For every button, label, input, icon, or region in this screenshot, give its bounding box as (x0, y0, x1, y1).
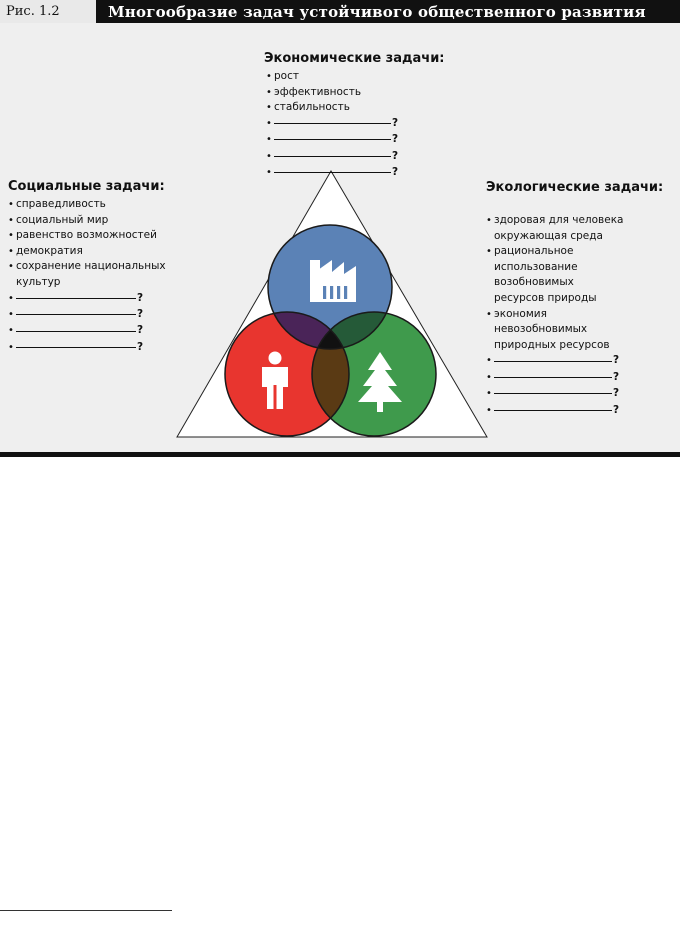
social-item: • социальный мир (8, 213, 188, 229)
economic-tasks-title: Экономические задачи: (264, 51, 445, 66)
blank-entry: • ? (8, 291, 188, 307)
blank-entry: • ? (486, 386, 646, 402)
figure-title: Многообразие задач устойчивого общественного развития (108, 2, 646, 21)
blank-entry: • ? (266, 149, 445, 165)
ecological-tasks-title: Экологические задачи: (486, 180, 664, 195)
blank-entry: • ? (486, 403, 646, 419)
social-item: • сохранение национальных культур (8, 259, 184, 290)
figure-header (0, 0, 680, 23)
panel-bottom-border (0, 452, 680, 457)
figure-number: Рис. 1.2 (0, 0, 96, 23)
blank-entry: • ? (8, 340, 188, 356)
economic-item: • рост (266, 69, 445, 85)
figure-panel (0, 23, 680, 453)
ecological-item: • рациональное использование возобновимых ресурсов природы (486, 244, 622, 306)
blank-entry: • ? (266, 116, 445, 132)
economic-item: • стабильность (266, 100, 445, 116)
blank-entry: • ? (8, 323, 188, 339)
economic-tasks (266, 51, 445, 181)
ecological-item: • здоровая для человека окружающая среда (486, 213, 646, 244)
social-item: • демократия (8, 244, 188, 260)
blank-entry: • ? (8, 307, 188, 323)
social-tasks (8, 179, 188, 356)
blank-entry: • ? (266, 165, 445, 181)
blank-entry: • ? (486, 353, 646, 369)
social-item: • равенство возможностей (8, 228, 188, 244)
ecological-item: • экономия невозобновимых природных ресурсов (486, 307, 634, 354)
footnote-rule (0, 910, 172, 911)
social-item: • справедливость (8, 197, 188, 213)
social-tasks-title: Социальные задачи: (8, 179, 165, 194)
ecological-tasks (486, 180, 676, 419)
blank-entry: • ? (266, 132, 445, 148)
economic-item: • эффективность (266, 85, 445, 101)
blank-entry: • ? (486, 370, 646, 386)
